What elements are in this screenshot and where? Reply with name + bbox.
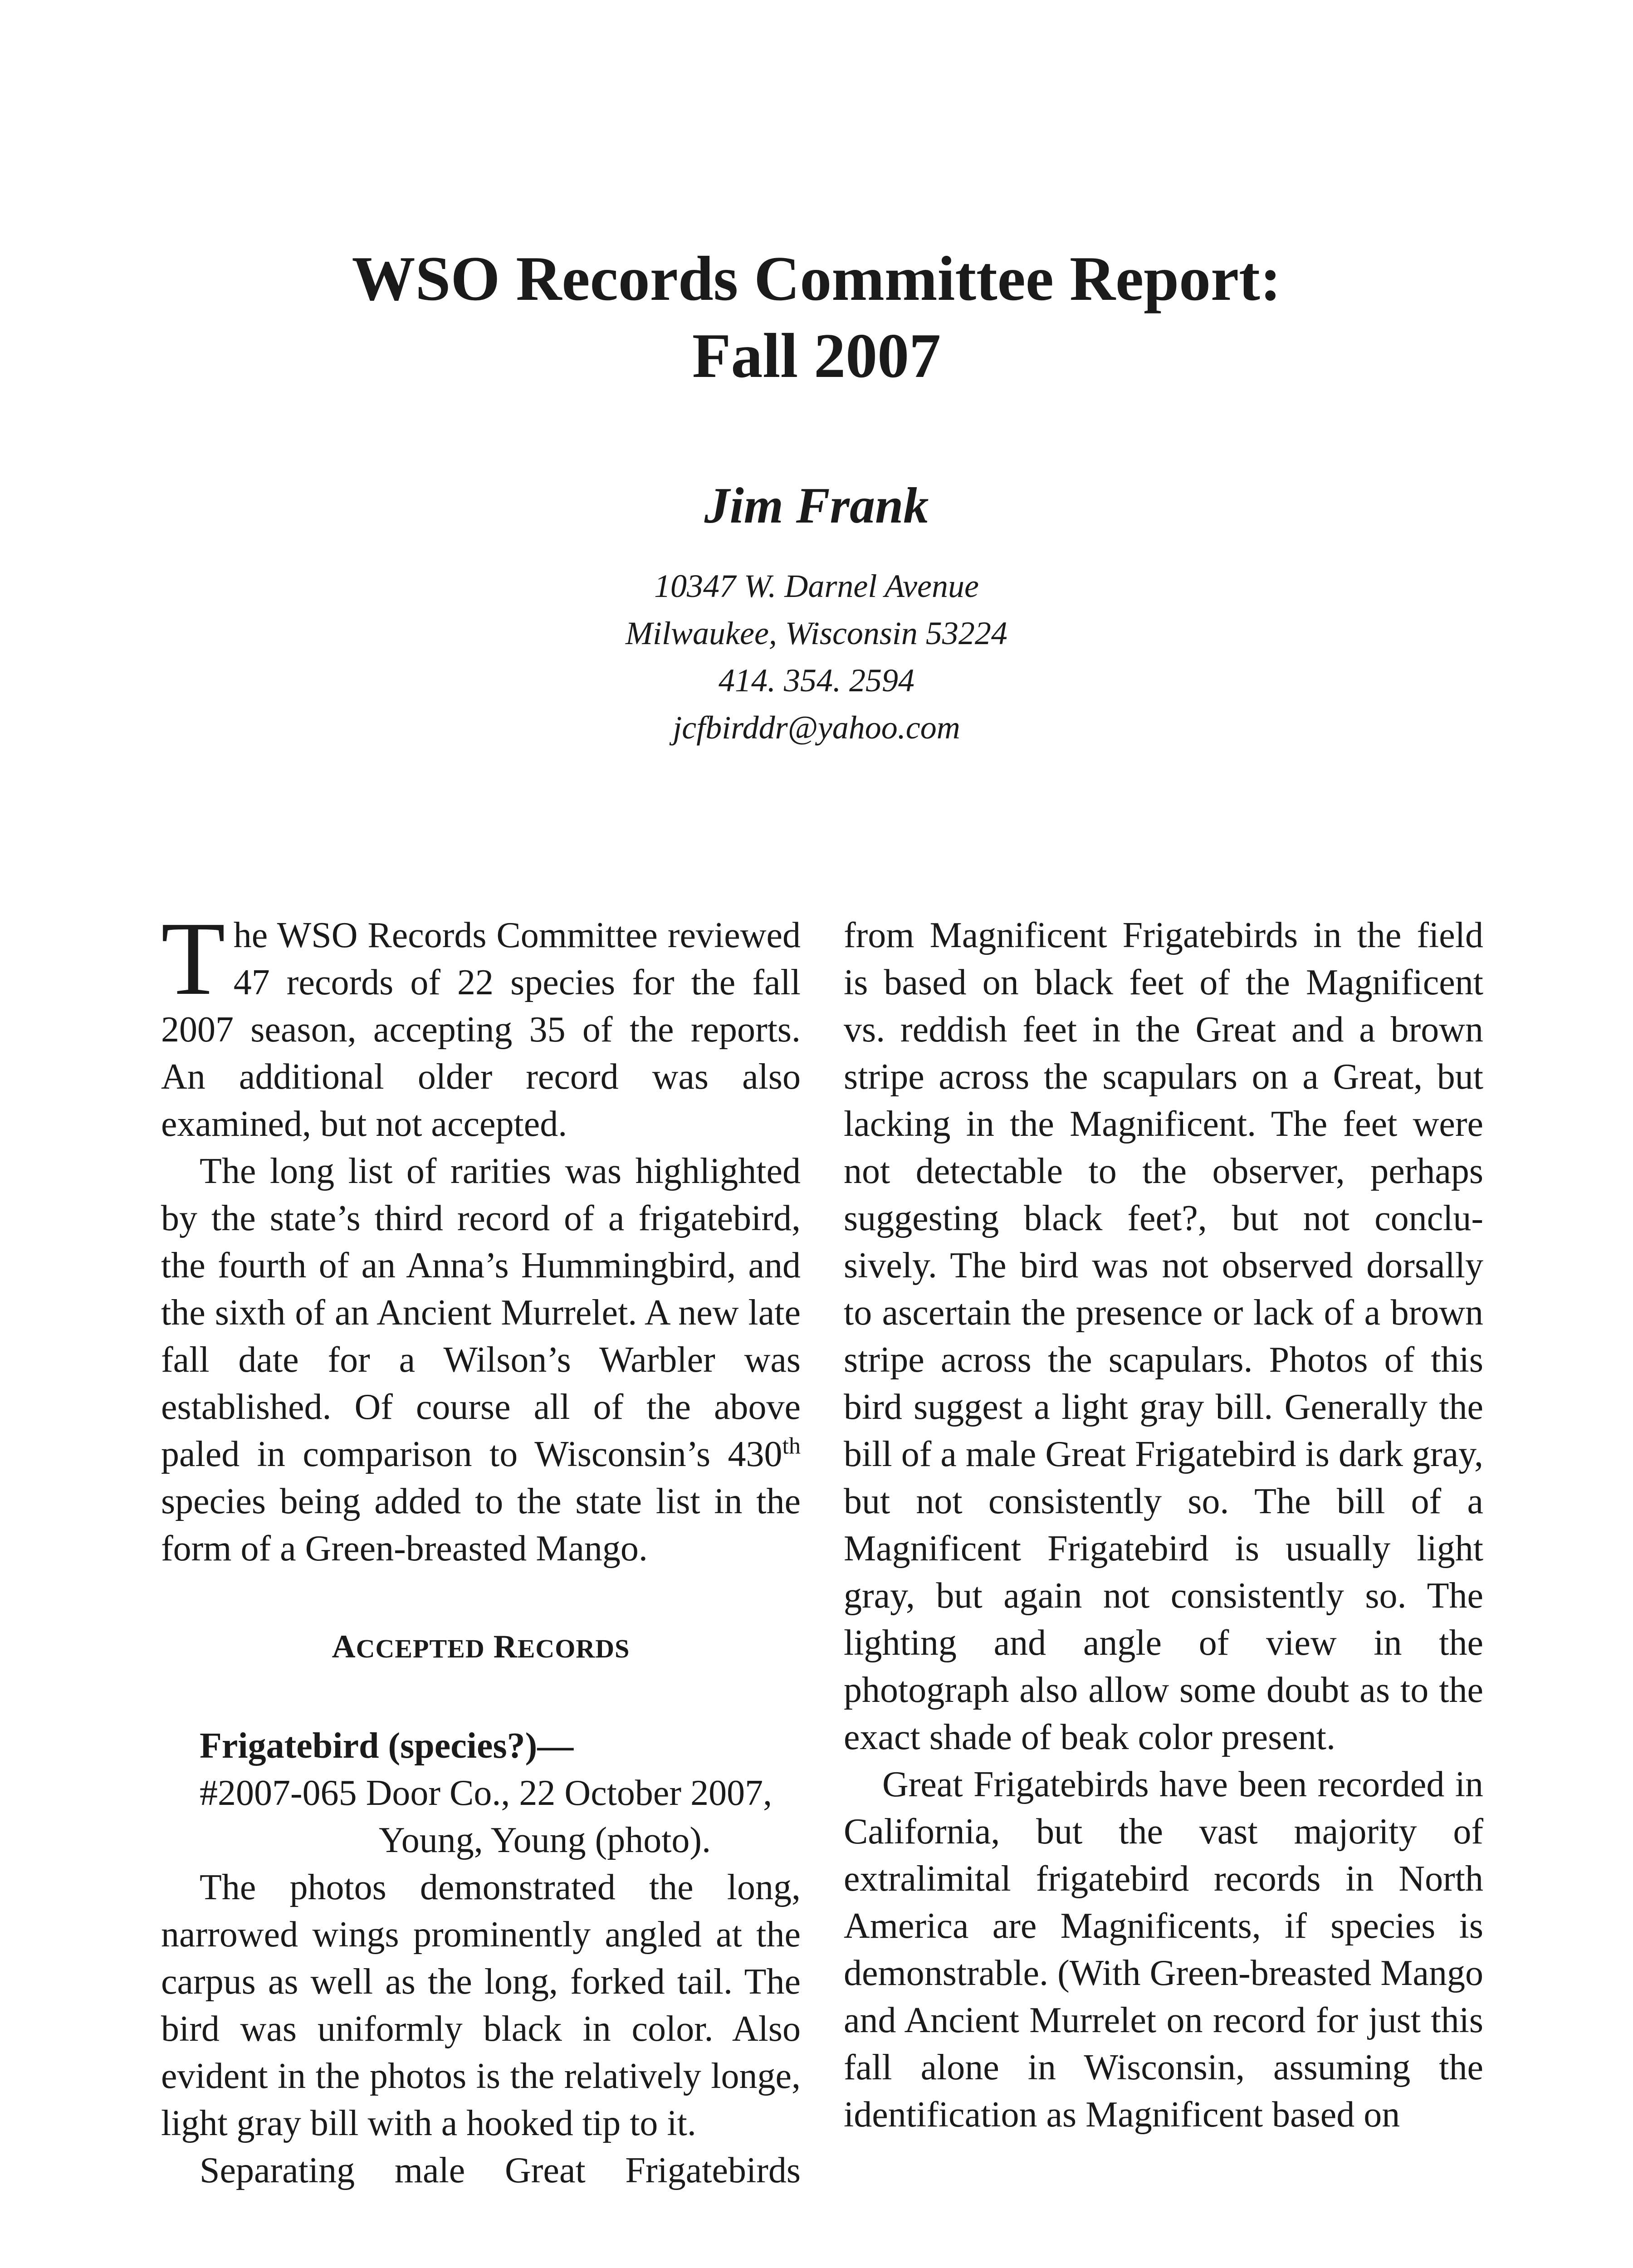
record-number-line: #2007-065 Door Co., 22 October 2007, bbox=[200, 1773, 772, 1813]
intro-paragraph-2 bbox=[161, 1148, 801, 1572]
heading-cap-a: A bbox=[332, 1628, 356, 1665]
heading-rest-r: ECORDS bbox=[517, 1634, 630, 1663]
drop-cap: T bbox=[161, 900, 225, 1017]
record-paragraph-1: The photos demonstrated the long, narrowed wings prominently angled at the carpus as well as the long, forked tail. The bird was uniformly black in color. Also evident in the photos is the relatively longe, light gray bill with a hooked tip to it. bbox=[161, 1867, 801, 2143]
species-heading: Frigatebird (species?)— bbox=[200, 1726, 574, 1766]
heading-rest-a: CCEPTED bbox=[356, 1634, 485, 1663]
record-paragraph-2-continued: from Magnificent Frigatebirds in the field is based on black feet of the Magnificent vs. reddish feet in the Great and a brown stripe across the scapulars on a Great, but lacking in the Magnificent. The feet were not detectable to the observer, perhaps suggesting black feet?, but not conclusively. The bird was not observed dorsally to ascertain the presence or lack of a brown stripe across the scapulars. Photos of this bird suggest a light gray bill. Generally the bill of a male Great Frigatebird is dark gray, but not consistently so. The bill of a Magnificent Frigatebird is usually light gray, but again not consistently so. The lighting and angle of view in the photograph also allow some doubt as to the exact shade of beak color present. bbox=[844, 915, 1483, 1757]
phone-number: 414. 354. 2594 bbox=[719, 662, 914, 699]
intro-paragraph-2-text-b: species being added to the state list in the form of a Green-breasted Mango. bbox=[161, 1481, 801, 1569]
email-address: jcfbirddr@yahoo.com bbox=[673, 709, 960, 746]
superscript-th: th bbox=[782, 1433, 801, 1459]
left-column bbox=[161, 900, 801, 2194]
address-street: 10347 W. Darnel Avenue bbox=[654, 568, 979, 604]
author-name: Jim Frank bbox=[704, 478, 929, 534]
record-paragraph-3: Great Frigatebirds have been recorded in California, but the vast majority of extralimital frigatebird records in North America are Magnificents, if species is demonstrable. (With Green-breasted Mango and Ancient Murrelet on record for just this fall alone in Wisconsin, assuming the identification as Magnificent based on bbox=[844, 1765, 1483, 2135]
title-line-2: Fall 2007 bbox=[692, 321, 941, 391]
record-observers: Young, Young (photo). bbox=[379, 1820, 711, 1860]
article-title bbox=[0, 240, 1633, 395]
right-column bbox=[844, 912, 1483, 2138]
heading-cap-r: R bbox=[493, 1628, 518, 1665]
address-city: Milwaukee, Wisconsin 53224 bbox=[626, 615, 1007, 651]
intro-paragraph-1 bbox=[161, 900, 801, 1148]
title-line-1: WSO Records Committee Report: bbox=[352, 244, 1281, 314]
section-heading-accepted-records bbox=[161, 1623, 801, 1672]
intro-paragraph-1-text: he WSO Records Committee reviewed 47 records of 22 species for the fall 2007 season, accepting 35 of the reports. An additional older record was also examined, but not accepted. bbox=[161, 915, 801, 1144]
record-paragraph-2-lead: Separating male Great Frigatebirds bbox=[200, 2151, 801, 2190]
intro-paragraph-2-text-a: The long list of rarities was highlighted by the state’s third record of a frigatebird, the fourth of an Anna’s Hummingbird, and the sixth of an Ancient Murrelet. A new late fall date for a Wilson’s Warbler was established. Of course all of the above paled in comparison to Wisconsin’s 430 bbox=[161, 1151, 801, 1474]
record-paragraph-2-start bbox=[161, 2147, 801, 2194]
author-contact bbox=[0, 562, 1633, 751]
